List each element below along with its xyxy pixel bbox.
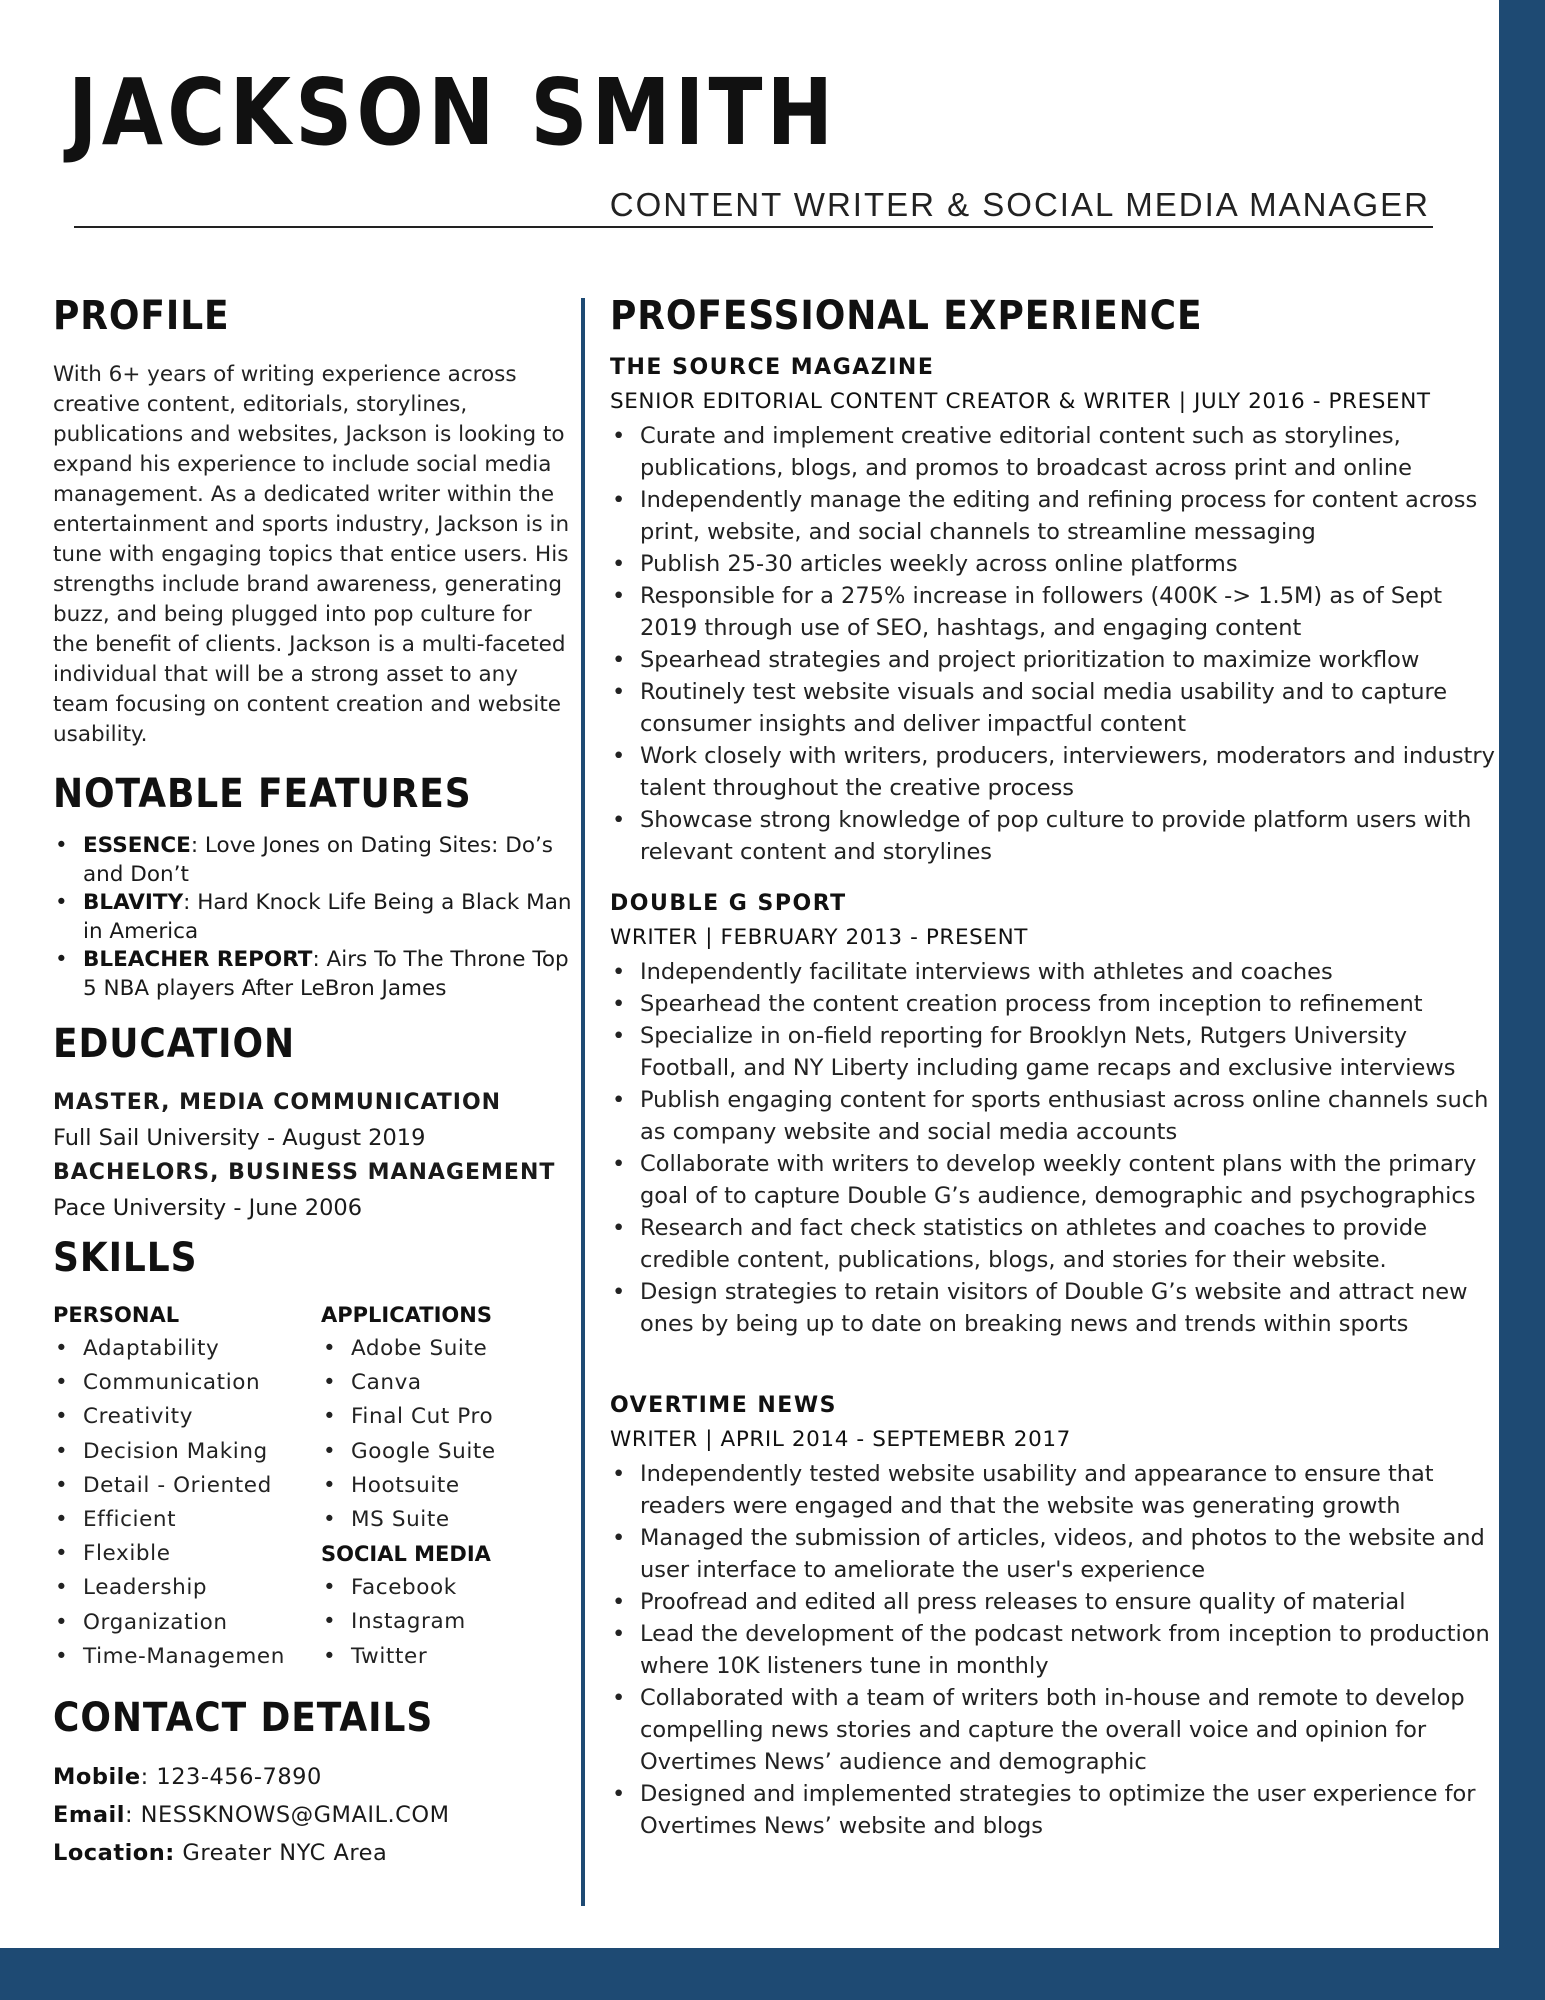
company-name: THE SOURCE MAGAZINE bbox=[610, 355, 935, 380]
feature-title: : Hard Knock Life Being a Black Man in America bbox=[83, 890, 572, 944]
list-item: • Publish engaging content for sports enthusiast across online channels such as company website and social media accounts bbox=[610, 1084, 1500, 1148]
column-divider bbox=[581, 298, 585, 1906]
job-role: SENIOR EDITORIAL CONTENT CREATOR & WRITER | JULY 2016 - PRESENT bbox=[610, 389, 1431, 414]
feature-title: : Love Jones on Dating Sites: Do’s and Don’t bbox=[83, 833, 554, 887]
skill-item: • Leadership bbox=[53, 1571, 285, 1605]
skill-item: • Hootsuite bbox=[321, 1469, 496, 1503]
skill-item: • Twitter bbox=[321, 1640, 496, 1674]
list-item: • Independently tested website usability and appearance to ensure that readers were engaged and that the website was generating growth bbox=[610, 1458, 1500, 1522]
job-role: WRITER | APRIL 2014 - SEPTEMEBR 2017 bbox=[610, 1427, 1071, 1452]
education-list bbox=[53, 1086, 573, 1226]
personal-skills bbox=[53, 1298, 285, 1674]
list-item: • Collaborated with a team of writers both in-house and remote to develop compelling news stories and capture the overall voice and opinion for Overtimes News’ audience and demographic bbox=[610, 1682, 1500, 1778]
profile-text: With 6+ years of writing experience across creative content, editorials, storylines, publications and websites, Jackson is looking to expand his experience to include social media management. As a dedicated writer within the entertainment and sports industry, Jackson is in tune with engaging topics that entice users. His strengths include brand awareness, generating buzz, and being plugged into pop culture for the benefit of clients. Jackson is a multi-faceted individual that will be a strong asset to any team focusing on content creation and website usability. bbox=[53, 362, 570, 747]
email-value: : NESSKNOWS@GMAIL.COM bbox=[124, 1802, 450, 1828]
feature-item bbox=[53, 832, 573, 889]
feature-outlet: ESSENCE bbox=[83, 833, 191, 858]
profile-heading: PROFILE bbox=[53, 293, 230, 339]
job-overtime-news bbox=[610, 1390, 1500, 1842]
list-item: • Design strategies to retain visitors of Double G’s website and attract new ones by being up to date on breaking news and trends within sports bbox=[610, 1276, 1500, 1340]
feature-item bbox=[53, 946, 573, 1003]
list-item: • Spearhead strategies and project prioritization to maximize workflow bbox=[610, 644, 1500, 676]
contact-details bbox=[53, 1758, 573, 1872]
header-divider bbox=[74, 226, 1433, 228]
contact-heading: CONTACT DETAILS bbox=[53, 1695, 434, 1741]
skill-item: • Adaptability bbox=[53, 1332, 285, 1366]
company-name: DOUBLE G SPORT bbox=[610, 891, 847, 916]
skills-heading: SKILLS bbox=[53, 1235, 198, 1281]
skill-item: • Decision Making bbox=[53, 1435, 285, 1469]
skill-item: • Efficient bbox=[53, 1503, 285, 1537]
job-role: WRITER | FEBRUARY 2013 - PRESENT bbox=[610, 925, 1028, 950]
list-item: • Independently manage the editing and refining process for content across print, website, and social channels to streamline messaging bbox=[610, 484, 1500, 548]
contact-mobile bbox=[53, 1758, 573, 1796]
bottom-accent-bar bbox=[0, 1948, 1545, 2000]
school: Pace University - June 2006 bbox=[53, 1195, 363, 1221]
job-source-magazine bbox=[610, 352, 1500, 868]
contact-email bbox=[53, 1796, 573, 1834]
features-heading: NOTABLE FEATURES bbox=[53, 771, 472, 817]
list-item: • Specialize in on-field reporting for Brooklyn Nets, Rutgers University Football, and NY Liberty including game recaps and exclusive interviews bbox=[610, 1020, 1500, 1084]
school: Full Sail University - August 2019 bbox=[53, 1125, 426, 1151]
list-item: • Independently facilitate interviews with athletes and coaches bbox=[610, 956, 1500, 988]
job-bullets bbox=[610, 1458, 1500, 1842]
job-bullets bbox=[610, 420, 1500, 868]
list-item: • Managed the submission of articles, videos, and photos to the website and user interface to ameliorate the user's experience bbox=[610, 1522, 1500, 1586]
list-item: • Curate and implement creative editorial content such as storylines, publications, blogs, and promos to broadcast across print and online bbox=[610, 420, 1500, 484]
application-skills bbox=[321, 1298, 496, 1674]
feature-title: : Airs To The Throne Top 5 NBA players After LeBron James bbox=[83, 947, 569, 1001]
list-item: • Routinely test website visuals and social media usability and to capture consumer insights and deliver impactful content bbox=[610, 676, 1500, 740]
skill-item: • Adobe Suite bbox=[321, 1332, 496, 1366]
skill-item: • Communication bbox=[53, 1366, 285, 1400]
list-item: • Research and fact check statistics on athletes and coaches to provide credible content, publications, blogs, and stories for their website. bbox=[610, 1212, 1500, 1276]
personal-skills-heading: PERSONAL bbox=[53, 1303, 180, 1327]
side-accent-bar bbox=[1499, 0, 1545, 2000]
skill-item: • Google Suite bbox=[321, 1435, 496, 1469]
skill-item: • Canva bbox=[321, 1366, 496, 1400]
contact-location bbox=[53, 1834, 573, 1872]
skill-item: • Flexible bbox=[53, 1537, 285, 1571]
skill-item: • Instagram bbox=[321, 1605, 496, 1639]
experience-heading: PROFESSIONAL EXPERIENCE bbox=[610, 293, 1203, 339]
feature-outlet: BLEACHER REPORT bbox=[83, 947, 313, 972]
skill-item: • Final Cut Pro bbox=[321, 1400, 496, 1434]
skill-item: • Detail - Oriented bbox=[53, 1469, 285, 1503]
feature-outlet: BLAVITY bbox=[83, 890, 184, 915]
degree: BACHELORS, BUSINESS MANAGEMENT bbox=[53, 1160, 556, 1185]
list-item: • Responsible for a 275% increase in followers (400K -> 1.5M) as of Sept 2019 through use of SEO, hashtags, and engaging content bbox=[610, 580, 1500, 644]
email-label: Email bbox=[53, 1802, 125, 1828]
mobile-label: Mobile bbox=[53, 1764, 141, 1790]
education-heading: EDUCATION bbox=[53, 1021, 295, 1067]
skill-item: • Time-Managemen bbox=[53, 1640, 285, 1674]
features-list bbox=[53, 832, 573, 1003]
list-item: • Lead the development of the podcast network from inception to production where 10K listeners tune in monthly bbox=[610, 1618, 1500, 1682]
list-item: • Work closely with writers, producers, interviewers, moderators and industry talent throughout the creative process bbox=[610, 740, 1500, 804]
job-title: CONTENT WRITER & SOCIAL MEDIA MANAGER bbox=[609, 186, 1430, 223]
list-item: • Collaborate with writers to develop weekly content plans with the primary goal of to capture Double G’s audience, demographic and psychographics bbox=[610, 1148, 1500, 1212]
list-item: • Showcase strong knowledge of pop culture to provide platform users with relevant content and storylines bbox=[610, 804, 1500, 868]
list-item: • Designed and implemented strategies to optimize the user experience for Overtimes News’ website and blogs bbox=[610, 1778, 1500, 1842]
job-bullets bbox=[610, 956, 1500, 1340]
mobile-value: : 123-456-7890 bbox=[140, 1764, 322, 1790]
location-value: Greater NYC Area bbox=[174, 1840, 388, 1866]
list-item: • Publish 25-30 articles weekly across online platforms bbox=[610, 548, 1500, 580]
list-item: • Proofread and edited all press releases to ensure quality of material bbox=[610, 1586, 1500, 1618]
feature-item bbox=[53, 889, 573, 946]
company-name: OVERTIME NEWS bbox=[610, 1393, 837, 1418]
skill-item: • Creativity bbox=[53, 1400, 285, 1434]
list-item: • Spearhead the content creation process from inception to refinement bbox=[610, 988, 1500, 1020]
location-label: Location: bbox=[53, 1840, 175, 1866]
job-double-g-sport bbox=[610, 888, 1500, 1340]
skill-item: • Facebook bbox=[321, 1571, 496, 1605]
applications-heading: APPLICATIONS bbox=[321, 1303, 492, 1327]
skill-item: • MS Suite bbox=[321, 1503, 496, 1537]
candidate-name: JACKSON SMITH bbox=[68, 59, 838, 166]
social-media-heading: SOCIAL MEDIA bbox=[321, 1542, 491, 1567]
degree: MASTER, MEDIA COMMUNICATION bbox=[53, 1090, 502, 1115]
skill-item: • Organization bbox=[53, 1606, 285, 1640]
